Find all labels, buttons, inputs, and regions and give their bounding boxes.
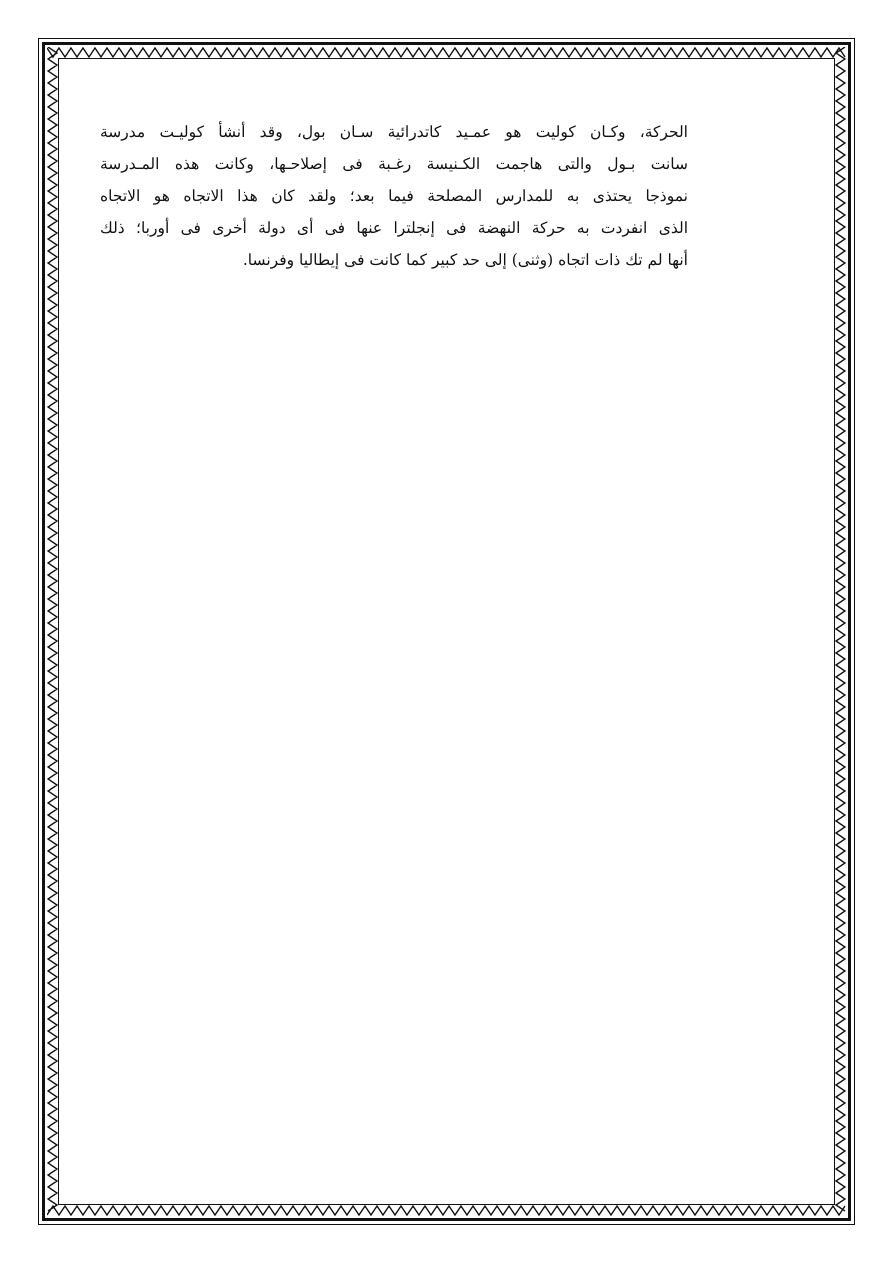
paragraph-line-3: نموذجا يحتذى به للمدارس المصلحة فيما بعد؛ ولقد كان هذا الاتجاه هو الاتجاه — [100, 187, 688, 205]
paragraph-line-2: سانت بـول والتى هاجمت الكـنيسة رغـبة فى إصلاحـها، وكانت هذه المـدرسة — [100, 155, 688, 173]
paragraph-line-5: أنها لم تك ذات اتجاه (وثنى) إلى حد كبير كما كانت فى إيطاليا وفرنسا. — [242, 251, 688, 269]
paragraph-line-1: الحركة، وكـان كوليت هو عمـيد كاتدرائية سـان بول، وقد أنشأ كوليـت مدرسة — [100, 123, 688, 141]
body-paragraph — [100, 116, 688, 276]
paragraph-line-4: الذى انفردت به حركة النهضة فى إنجلترا عنها فى أى دولة أخرى فى أوربا؛ ذلك — [100, 219, 688, 237]
